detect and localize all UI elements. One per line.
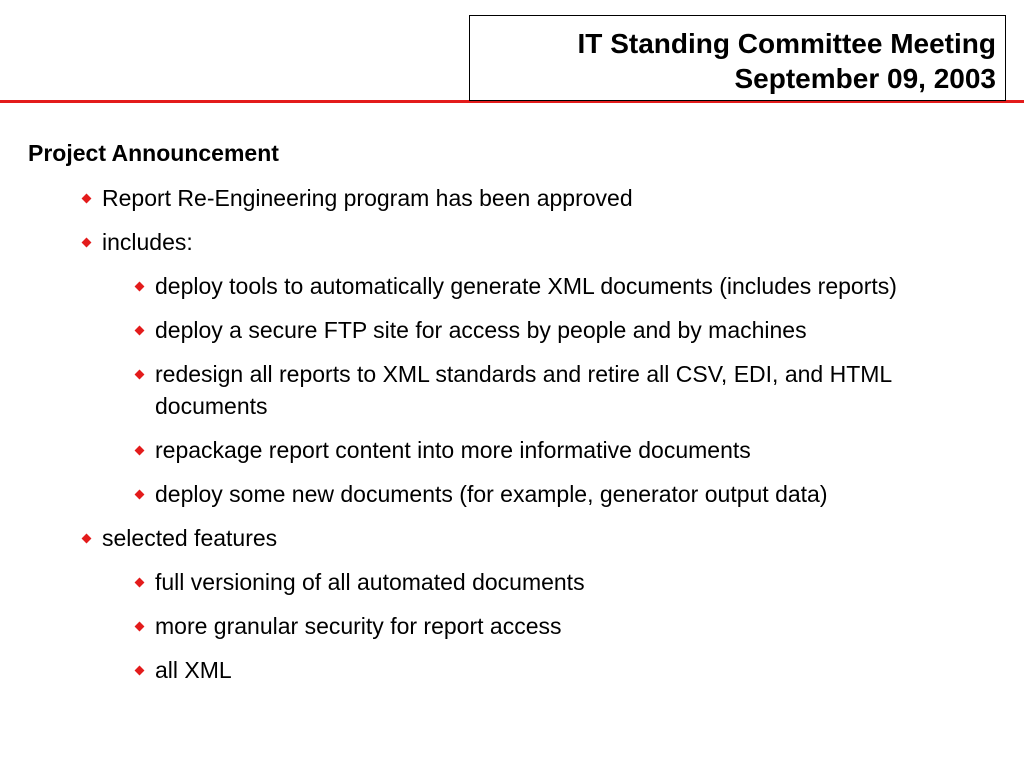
list-item-text: full versioning of all automated documents: [155, 569, 585, 595]
slide-date: September 09, 2003: [734, 63, 996, 94]
sub-list-item: [155, 566, 998, 598]
red-diamond-icon: [80, 522, 92, 554]
bullet-list: [28, 182, 998, 686]
list-item-text: deploy tools to automatically generate XML documents (includes reports): [155, 273, 897, 299]
red-diamond-icon: [133, 314, 145, 346]
slide-title: IT Standing Committee Meeting: [577, 28, 996, 59]
red-diamond-icon: [133, 270, 145, 302]
sub-list-item: [155, 434, 998, 466]
list-item-text: deploy a secure FTP site for access by people and by machines: [155, 317, 807, 343]
sub-list-item: [155, 358, 998, 422]
list-item-text: selected features: [102, 525, 278, 551]
list-item: [102, 182, 998, 214]
red-diamond-icon: [133, 566, 145, 598]
sub-list-item: [155, 478, 998, 510]
red-diamond-icon: [133, 610, 145, 642]
sub-list-item: [155, 270, 998, 302]
sub-list-item: [155, 654, 998, 686]
red-diamond-icon: [133, 478, 145, 510]
red-diamond-icon: [133, 358, 145, 390]
section-heading: Project Announcement: [28, 140, 279, 166]
list-item-text: all XML: [155, 657, 232, 683]
list-item: [102, 226, 998, 258]
list-item-text: repackage report content into more informative documents: [155, 437, 751, 463]
red-diamond-icon: [133, 434, 145, 466]
list-item-text: Report Re-Engineering program has been approved: [102, 185, 633, 211]
red-diamond-icon: [133, 654, 145, 686]
red-diamond-icon: [80, 182, 92, 214]
slide-content: [28, 138, 998, 698]
list-item-text: deploy some new documents (for example, generator output data): [155, 481, 828, 507]
list-item: [102, 522, 998, 554]
slide-title-box: [469, 15, 1006, 101]
red-diamond-icon: [80, 226, 92, 258]
sub-list-item: [155, 314, 998, 346]
list-item-text: more granular security for report access: [155, 613, 562, 639]
list-item-text: redesign all reports to XML standards and retire all CSV, EDI, and HTML documents: [155, 361, 892, 419]
list-item-text: includes:: [102, 229, 193, 255]
sub-list-item: [155, 610, 998, 642]
